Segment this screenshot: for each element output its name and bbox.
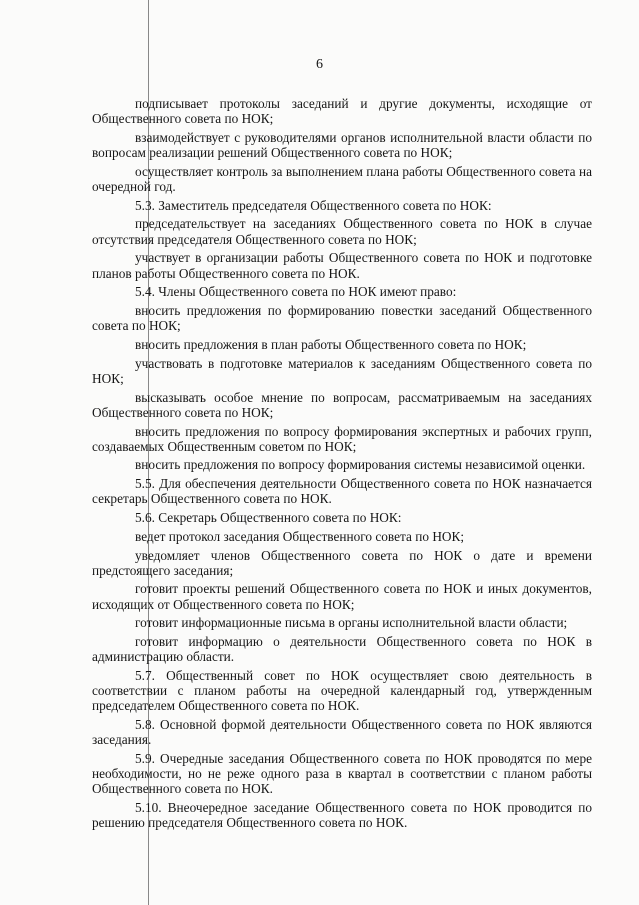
paragraph: 5.6. Секретарь Общественного совета по НОК: [135, 510, 402, 526]
paragraph: 5.10. Внеочередное заседание Общественного совета по НОК проводится по решению председателя Общественного совета по НОК. [92, 800, 592, 831]
paragraph: вносить предложения по формированию повестки заседаний Общественного совета по НОК; [92, 303, 592, 334]
paragraph: председательствует на заседаниях Общественного совета по НОК в случае отсутствия председателя Общественного совета по НОК; [92, 216, 592, 247]
paragraph: вносить предложения по вопросу формирования системы независимой оценки. [135, 457, 586, 473]
paragraph: уведомляет членов Общественного совета по НОК о дате и времени предстоящего заседания; [92, 547, 592, 578]
paragraph: готовит информационные письма в органы исполнительной власти области; [135, 615, 568, 631]
paragraph: 5.4. Члены Общественного совета по НОК имеют право: [135, 284, 457, 300]
paragraph: готовит информацию о деятельности Общественного совета по НОК в администрацию области. [92, 634, 592, 665]
paragraph: подписывает протоколы заседаний и другие документы, исходящие от Общественного совета по НОК; [92, 96, 592, 127]
paragraph: готовит проекты решений Общественного совета по НОК и иных документов, исходящих от Общественного совета по НОК; [92, 581, 592, 612]
paragraph: 5.3. Заместитель председателя Общественного совета по НОК: [135, 197, 492, 213]
page-number: 6 [316, 57, 323, 72]
paragraph: 5.9. Очередные заседания Общественного совета по НОК проводятся по мере необходимости, но не реже одного раза в квартал в соответствии с планом работы Общественного совета по НОК. [92, 751, 592, 797]
paragraph: 5.5. Для обеспечения деятельности Общественного совета по НОК назначается секретарь Общественного совета по НОК. [92, 476, 592, 507]
paragraph: высказывать особое мнение по вопросам, рассматриваемым на заседаниях Общественного совета по НОК; [92, 389, 592, 420]
paragraph: участвовать в подготовке материалов к заседаниям Общественного совета по НОК; [92, 355, 592, 386]
paragraph: 5.7. Общественный совет по НОК осуществляет свою деятельность в соответствии с планом работы на очередной календарный год, утвержденным председателем Общественного совета по НОК. [92, 668, 592, 714]
paragraph: вносить предложения по вопросу формирования экспертных и рабочих групп, создаваемых Общественным советом по НОК; [92, 423, 592, 454]
paragraph: ведет протокол заседания Общественного совета по НОК; [135, 528, 465, 544]
document-body [92, 96, 592, 834]
paragraph: взаимодействует с руководителями органов исполнительной власти области по вопросам реализации решений Общественного совета по НОК; [92, 129, 592, 161]
paragraph: вносить предложения в план работы Общественного совета по НОК; [135, 336, 527, 352]
paragraph: участвует в организации работы Общественного совета по НОК и подготовке планов работы Общественного совета по НОК. [92, 250, 592, 281]
paragraph: 5.8. Основной формой деятельности Общественного совета по НОК являются заседания. [92, 717, 592, 748]
paragraph: осуществляет контроль за выполнением плана работы Общественного совета на очередной год. [92, 163, 592, 194]
